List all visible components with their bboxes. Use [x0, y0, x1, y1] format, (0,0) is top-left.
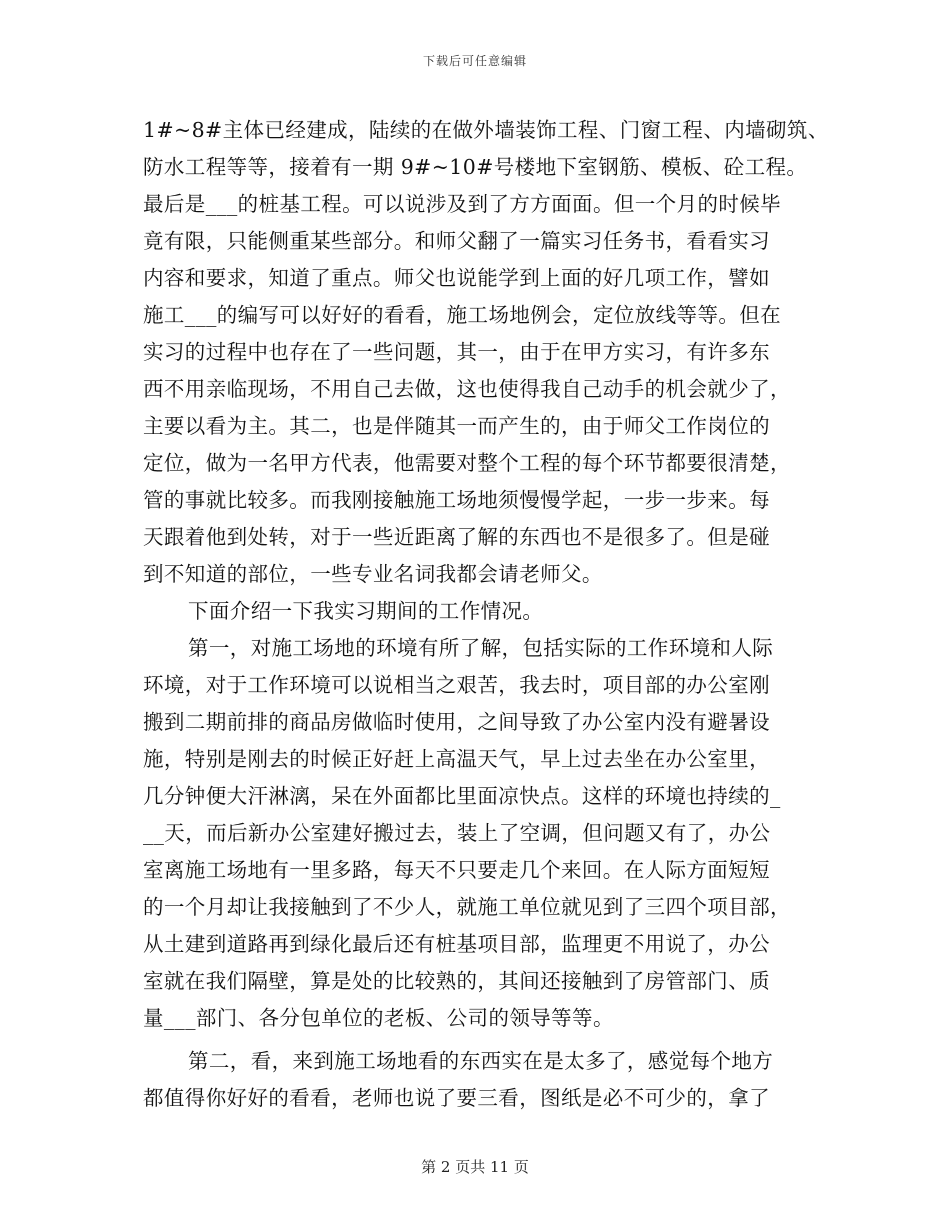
paragraph-start-line: 第一，对施工场地的环境有所了解，包括实际的工作环境和人际 — [188, 636, 774, 660]
paragraph-start-line: 第二，看，来到施工场地看的东西实在是太多了，感觉每个地方 — [188, 1049, 774, 1073]
text-line: 搬到二期前排的商品房做临时使用，之间导致了办公室内没有避暑设 — [143, 710, 770, 734]
text-line: 到不知道的部位，一些专业名词我都会请老师父。 — [143, 562, 603, 586]
text-line: __天，而后新办公室建好搬过去，装上了空调，但问题又有了，办公 — [143, 821, 771, 845]
text-line: 施，特别是刚去的时候正好赶上高温天气，早上过去坐在办公室里， — [143, 747, 770, 771]
text-line: 几分钟便大汗淋漓，呆在外面都比里面凉快点。这样的环境也持续的_ — [143, 784, 781, 808]
text-line: 主要以看为主。其二，也是伴随其一而产生的，由于师父工作岗位的 — [143, 414, 770, 438]
text-line: 西不用亲临现场，不用自己去做，这也使得我自己动手的机会就少了， — [143, 377, 791, 401]
text-line: 的一个月却让我接触到了不少人，就施工单位就见到了三四个项目部， — [143, 895, 791, 919]
text-line: 量___部门、各分包单位的老板、公司的领导等等。 — [143, 1006, 614, 1030]
text-line: 环境，对于工作环境可以说相当之艰苦，我去时，项目部的办公室刚 — [143, 673, 770, 697]
text-line: 室就在我们隔壁，算是处的比较熟的，其间还接触到了房管部门、质 — [143, 969, 770, 993]
body-text — [143, 112, 829, 1117]
text-line: 竟有限，只能侧重某些部分。和师父翻了一篇实习任务书，看看实习 — [143, 229, 770, 253]
text-line: 内容和要求，知道了重点。师父也说能学到上面的好几项工作，譬如 — [143, 266, 770, 290]
text-line: 施工___的编写可以好好的看看，施工场地例会，定位放线等等。但在 — [143, 303, 782, 327]
page-footer: 第 2 页共 11 页 — [421, 1158, 529, 1176]
text-line: 从土建到道路再到绿化最后还有桩基项目部，监理更不用说了，办公 — [143, 932, 770, 956]
text-line: 都值得你好好的看看，老师也说了要三看，图纸是必不可少的，拿了 — [143, 1086, 770, 1110]
text-line: 1#~8#主体已经建成，陆续的在做外墙装饰工程、门窗工程、内墙砌筑、 — [143, 118, 829, 142]
text-line: 定位，做为一名甲方代表，他需要对整个工程的每个环节都要很清楚， — [143, 451, 791, 475]
paragraph-start-line: 下面介绍一下我实习期间的工作情况。 — [188, 599, 544, 623]
text-line: 室离施工场地有一里多路，每天不只要走几个来回。在人际方面短短 — [143, 858, 770, 882]
text-line: 防水工程等等，接着有一期 9#~10#号楼地下室钢筋、模板、砼工程。 — [143, 155, 808, 179]
text-line: 管的事就比较多。而我刚接触施工场地须慢慢学起，一步一步来。每 — [143, 488, 770, 512]
text-line: 最后是___的桩基工程。可以说涉及到了方方面面。但一个月的时候毕 — [143, 192, 782, 216]
text-line: 天跟着他到处转，对于一些近距离了解的东西也不是很多了。但是碰 — [143, 525, 770, 549]
text-line: 实习的过程中也存在了一些问题，其一，由于在甲方实习，有许多东 — [143, 340, 770, 364]
page-header: 下载后可任意编辑 — [422, 54, 527, 68]
